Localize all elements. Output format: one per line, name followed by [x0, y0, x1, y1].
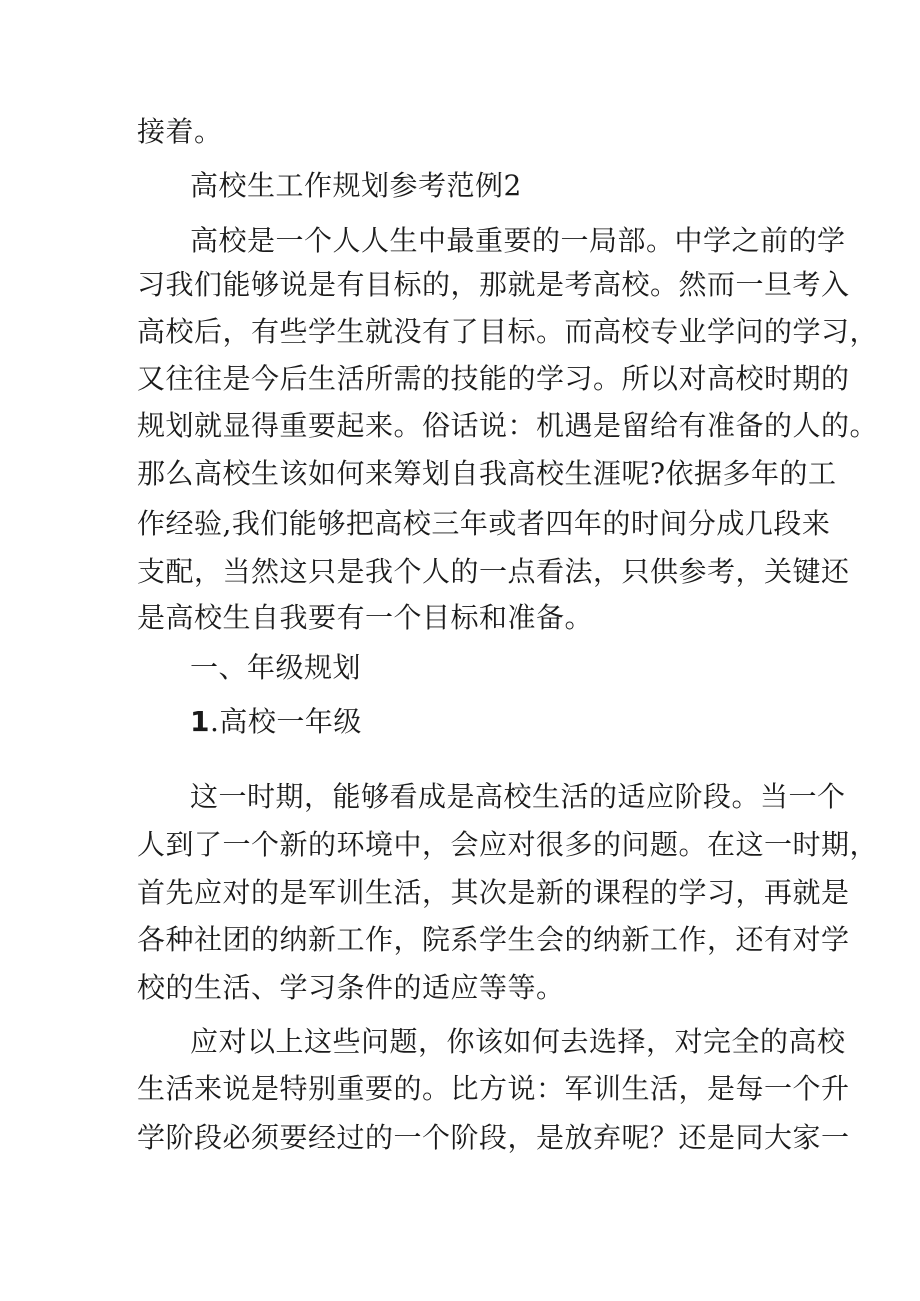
paragraph-line: 又往往是今后生活所需的技能的学习。所以对高校时期的 — [137, 362, 850, 395]
list-number: 1 — [190, 705, 210, 738]
paragraph-line: 作经验,我们能够把高校三年或者四年的时间分成几段来 — [137, 507, 831, 540]
paragraph-line: 是高校生自我要有一个目标和准备。 — [137, 601, 594, 634]
paragraph-line: 校的生活、学习条件的适应等等。 — [137, 971, 565, 1004]
text-line: 接着。 — [137, 115, 223, 148]
subheading-label: .高校一年级 — [209, 705, 362, 738]
paragraph-line: 首先应对的是军训生活，其次是新的课程的学习，再就是 — [137, 876, 850, 909]
paragraph-line: 这一时期，能够看成是高校生活的适应阶段。当一个 — [190, 780, 846, 813]
heading-grade-plan: 一、年级规划 — [190, 651, 362, 684]
paragraph-line: 各种社团的纳新工作，院系学生会的纳新工作，还有对学 — [137, 923, 850, 956]
paragraph-line: 高校是一个人人生中最重要的一局部。中学之前的学 — [190, 224, 846, 257]
paragraph-line: 学阶段必须要经过的一个阶段，是放弃呢？还是同大家一 — [137, 1121, 850, 1154]
paragraph-line: 支配，当然这只是我个人的一点看法，只供参考，关键还 — [137, 555, 850, 588]
paragraph-line: 人到了一个新的环境中，会应对很多的问题。在这一时期， — [137, 828, 879, 861]
paragraph-line: 高校后，有些学生就没有了目标。而高校专业学问的学习， — [137, 315, 879, 348]
section-title: 高校生工作规划参考范例2 — [190, 169, 522, 202]
paragraph-line: 应对以上这些问题，你该如何去选择，对完全的高校 — [190, 1025, 846, 1058]
paragraph-line: 生活来说是特别重要的。比方说：军训生活，是每一个升 — [137, 1072, 850, 1105]
paragraph-line: 那么高校生该如何来筹划自我高校生涯呢?依据多年的工 — [137, 457, 837, 490]
paragraph-line: 习我们能够说是有目标的，那就是考高校。然而一旦考入 — [137, 268, 850, 301]
subheading-first-year — [190, 700, 362, 744]
paragraph-line: 规划就显得重要起来。俗话说：机遇是留给有准备的人的。 — [137, 409, 879, 442]
